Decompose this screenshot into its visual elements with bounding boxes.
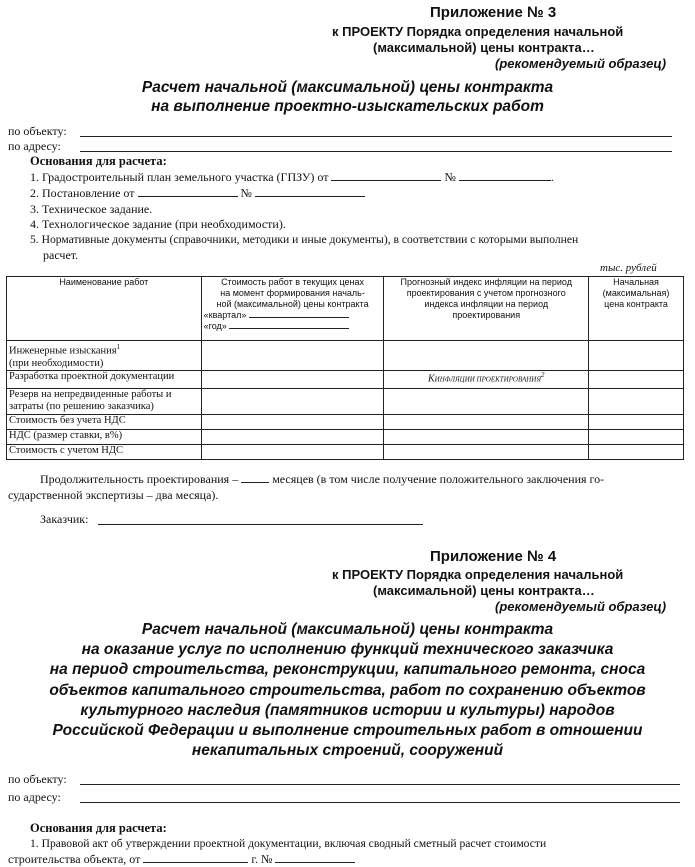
address-label: по адресу: xyxy=(8,139,61,153)
basis-1-number-field[interactable] xyxy=(459,180,551,181)
table-cell[interactable] xyxy=(201,341,384,371)
calc-title-4-line-1: Расчет начальной (максимальной) цены контракта xyxy=(141,621,554,638)
header-current-cost: Стоимость работ в текущих ценах на момент формирования началь- ной (максимальной) цены контракта «квартал» «год» xyxy=(201,277,384,341)
appendix-3-title: Приложение № 3 xyxy=(430,4,557,21)
address-label-4: по адресу: xyxy=(8,790,61,804)
units-label: тыс. рублей xyxy=(600,262,657,274)
calc-title-4-line-2: на оказание услуг по исполнению функций технического заказчика xyxy=(81,641,614,658)
table-row xyxy=(7,370,684,388)
basis-item-1-number-label: № xyxy=(444,170,456,184)
appendix-4-line-2: (максимальной) цены контракта… xyxy=(373,583,595,598)
calc-title-4-line-6: Российской Федерации и выполнение строительных работ в отношении xyxy=(52,722,643,739)
table-cell[interactable] xyxy=(589,444,684,459)
table-cell[interactable] xyxy=(589,341,684,371)
header-inflation-index: Прогнозный индекс инфляции на период проектирования с учетом прогнозного индекса инфляции на период проектирования xyxy=(384,277,589,341)
table-row xyxy=(7,341,684,371)
row-label: Разработка проектной документации xyxy=(7,370,202,388)
inflation-coefficient-cell[interactable]: КИНФЛЯЦИИ ПРОЕКТИРОВАНИЯ$^2$ xyxy=(384,370,589,388)
basis-1-date-field[interactable] xyxy=(331,180,441,181)
table-cell[interactable] xyxy=(201,388,384,414)
table-cell[interactable] xyxy=(201,414,384,429)
appendix-3-line-3: (рекомендуемый образец) xyxy=(495,56,667,71)
object-field-4[interactable] xyxy=(80,772,680,785)
address-field-4[interactable] xyxy=(80,790,680,803)
basis-item-2 xyxy=(30,186,365,201)
basis-item-4: 4. Технологическое задание (при необходимости). xyxy=(30,217,286,231)
year-field[interactable] xyxy=(229,328,349,329)
basis-item-2-text: 2. Постановление от xyxy=(30,186,135,200)
table-cell[interactable] xyxy=(589,414,684,429)
calc-title-3-line-1: Расчет начальной (максимальной) цены контракта xyxy=(141,79,554,96)
calc-title-4-line-5: культурного наследия (памятников истории и культуры) народов xyxy=(80,702,615,719)
row-label: Резерв на непредвиденные работы и затраты (по решению заказчика) xyxy=(7,388,202,414)
calc-title-3-line-2: на выполнение проектно-изыскательских работ xyxy=(151,98,544,115)
customer-label: Заказчик: xyxy=(40,512,89,526)
appendix-4-line-1: к ПРОЕКТУ Порядка определения начальной xyxy=(332,567,624,582)
basis-item-1: 1. Градостроительный план земельного участка (ГПЗУ) от № . xyxy=(30,170,554,184)
table-cell[interactable] xyxy=(589,370,684,388)
table-row xyxy=(7,429,684,444)
basis-heading: Основания для расчета: xyxy=(30,154,167,168)
basis-item-5-cont: расчет. xyxy=(43,248,79,262)
appendix-3-line-2: (максимальной) цены контракта… xyxy=(373,40,595,55)
quarter-field[interactable] xyxy=(249,317,349,318)
table-header-row xyxy=(7,277,684,341)
calc-title-4-line-3: на период строительства, реконструкции, капитального ремонта, сноса xyxy=(49,661,646,678)
table-cell[interactable] xyxy=(201,370,384,388)
basis-2-number-field[interactable] xyxy=(255,196,365,197)
basis-heading-4: Основания для расчета: xyxy=(30,821,167,835)
table-cell[interactable] xyxy=(384,388,589,414)
table-row xyxy=(7,388,684,414)
table-cell[interactable] xyxy=(384,444,589,459)
table-cell[interactable] xyxy=(384,414,589,429)
duration-line-cont: сударственной экспертизы – два месяца). xyxy=(8,488,219,502)
table-cell[interactable] xyxy=(201,444,384,459)
header-work-name: Наименование работ xyxy=(7,277,202,341)
price-table xyxy=(6,276,684,460)
table-cell[interactable] xyxy=(201,429,384,444)
row-label: Стоимость без учета НДС xyxy=(7,414,202,429)
row-label: Инженерные изыскания$^1$ (при необходимости) xyxy=(7,341,202,371)
object-label-4: по объекту: xyxy=(8,772,67,786)
appendix-3-line-1: к ПРОЕКТУ Порядка определения начальной xyxy=(332,24,624,39)
address-field[interactable] xyxy=(80,139,672,152)
customer-field[interactable] xyxy=(98,512,423,525)
row-label: НДС (размер ставки, в%) xyxy=(7,429,202,444)
table-row xyxy=(7,414,684,429)
basis-4-item-1: 1. Правовой акт об утверждении проектной документации, включая сводный сметный расчет стоимости xyxy=(30,837,547,850)
appendix-4-line-3: (рекомендуемый образец) xyxy=(495,599,667,614)
duration-months-field[interactable] xyxy=(241,482,269,483)
table-cell[interactable] xyxy=(384,429,589,444)
calc-title-4-line-4: объектов капитального строительства, работ по сохранению объектов xyxy=(49,682,646,699)
object-field[interactable] xyxy=(80,124,672,137)
table-cell[interactable] xyxy=(589,388,684,414)
basis-item-3: 3. Техническое задание. xyxy=(30,202,153,216)
basis-item-2-number-label: № xyxy=(240,186,252,200)
basis-item-1-text: 1. Градостроительный план земельного участка (ГПЗУ) от xyxy=(30,170,329,184)
header-max-price: Начальная (максимальная) цена контракта xyxy=(589,277,684,341)
basis-4-date-field[interactable] xyxy=(143,862,248,863)
table-row xyxy=(7,444,684,459)
calc-title-4-line-7: некапитальных строений, сооружений xyxy=(191,742,504,759)
basis-4-item-1-cont: строительства объекта, от г. № xyxy=(8,852,355,867)
duration-line: Продолжительность проектирования – месяцев (в том числе получение положительного заключения го- xyxy=(40,472,605,486)
object-label: по объекту: xyxy=(8,124,67,138)
basis-item-5: 5. Нормативные документы (справочники, методики и иные документы), в соответствии с которыми выполнен xyxy=(30,233,579,246)
row-label: Стоимость с учетом НДС xyxy=(7,444,202,459)
table-cell[interactable] xyxy=(589,429,684,444)
basis-2-date-field[interactable] xyxy=(138,196,238,197)
basis-4-number-field[interactable] xyxy=(275,862,355,863)
appendix-4-title: Приложение № 4 xyxy=(430,548,557,565)
table-cell[interactable] xyxy=(384,341,589,371)
